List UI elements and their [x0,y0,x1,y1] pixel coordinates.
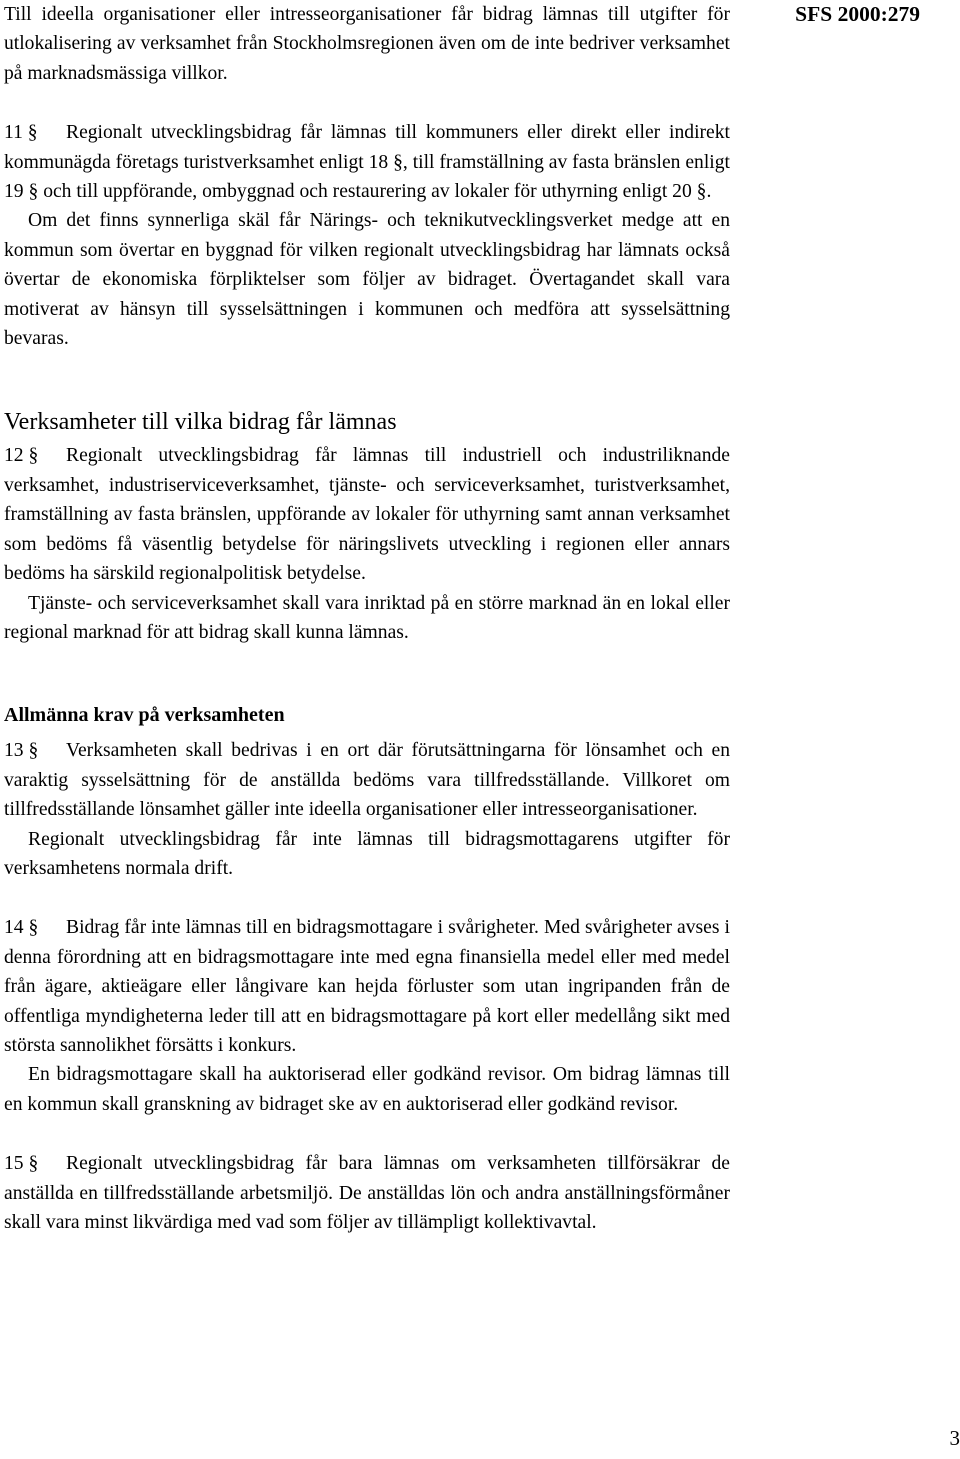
section-number: 12 § [4,445,39,467]
section-14-para-2: En bidragsmottagare skall ha auktoriserad eller godkänd revisor. Om bidrag lämnas till en kommun skall granskning av bidraget ske av en auktoriserad eller godkänd revisor. [4,1064,730,1115]
section-12-para-1 [4,441,730,588]
section-11-para-1 [4,118,730,206]
section-number: 14 § [4,917,39,939]
document-body [4,0,730,1237]
paragraph-text: Regionalt utvecklingsbidrag får lämnas till kommuners eller direkt eller indirekt kommunägda företags turistverksamhet enligt 18 §, till framställning av fasta bränslen enligt 19 § och till uppförande, ombyggnad och restaurering av lokaler för uthyrning enligt 20 §. [4,122,730,203]
document-number: SFS 2000:279 [795,2,920,26]
spacer [4,677,730,701]
section-12-para-2: Tjänste- och serviceverksamhet skall vara inriktad på en större marknad än en lokal eller regional marknad för att bidrag skall kunna lämnas. [4,592,730,643]
spacer [4,383,730,407]
paragraph-text: Regionalt utvecklingsbidrag får lämnas till industriell och industriliknande verksamhet, industriserviceverksamhet, tjänste- och serviceverksamhet, turistverksamhet, framställning av fasta bränslen, uppförande av lokaler för uthyrning samt annan verksamhet som bedöms få väsentlig betydelse för näringslivets utveckling i regionen eller annars bedöms ha särskild regionalpolitisk betydelse. [4,445,730,585]
paragraph-text: Bidrag får inte lämnas till en bidragsmottagare i svårigheter. Med svårigheter avses i denna förordning att en bidragsmottagare inte med egna finansiella medel eller med medel från ägare, aktieägare eller långivare kan hejda förluster som utan ingripanden från de offentliga myndigheterna leder till att en bidragsmottagare på kort eller medellång sikt med största sannolikhet försätts i konkurs. [4,917,730,1056]
spacer [4,883,730,913]
section-heading-allmanna-krav: Allmänna krav på verksamheten [4,704,285,727]
section-11-para-2: Om det finns synnerliga skäl får Närings- och teknikutvecklingsverket medge att en kommun som övertar en byggnad för vilken regionalt utvecklingsbidrag har lämnats också övertar de ekonomiska förpliktelser som följer av bidraget. Övertagandet skall vara motiverat av hänsyn till sysselsättningen i kommunen och medföra att sysselsättning bevaras. [4,210,730,350]
paragraph-text: Regionalt utvecklingsbidrag får bara lämnas om verksamheten tillförsäkrar de anställda en tillfredsställande arbetsmiljö. De anställdas lön och andra anställningsförmåner skall vara minst likvärdiga med vad som följer av tillämpligt kollektivavtal. [4,1153,730,1233]
spacer [4,1119,730,1149]
intro-paragraph: Till ideella organisationer eller intresseorganisationer får bidrag lämnas till utgifter för utlokalisering av verksamhet från Stockholmsregionen även om de inte bedriver verksamhet på marknadsmässiga villkor. [4,4,730,84]
section-number: 11 § [4,122,38,144]
section-number: 13 § [4,740,39,762]
spacer [4,647,730,677]
section-13-para-2: Regionalt utvecklingsbidrag får inte lämnas till bidragsmottagarens utgifter för verksamhetens normala drift. [4,828,730,879]
spacer [4,353,730,383]
section-15-para-1 [4,1149,730,1237]
section-heading-verksamheter: Verksamheter till vilka bidrag får lämnas [4,409,397,436]
paragraph-text: Verksamheten skall bedrivas i en ort där förutsättningarna för lönsamhet och en varaktig sysselsättning för de anställda bedöms vara tillfredsställande. Villkoret om tillfredsställande lönsamhet gäller inte ideella organisationer eller intresseorganisationer. [4,740,730,821]
section-14-para-1 [4,913,730,1060]
section-13-para-1 [4,736,730,824]
section-number: 15 § [4,1153,39,1175]
page-number: 3 [949,1426,960,1450]
spacer [4,88,730,118]
